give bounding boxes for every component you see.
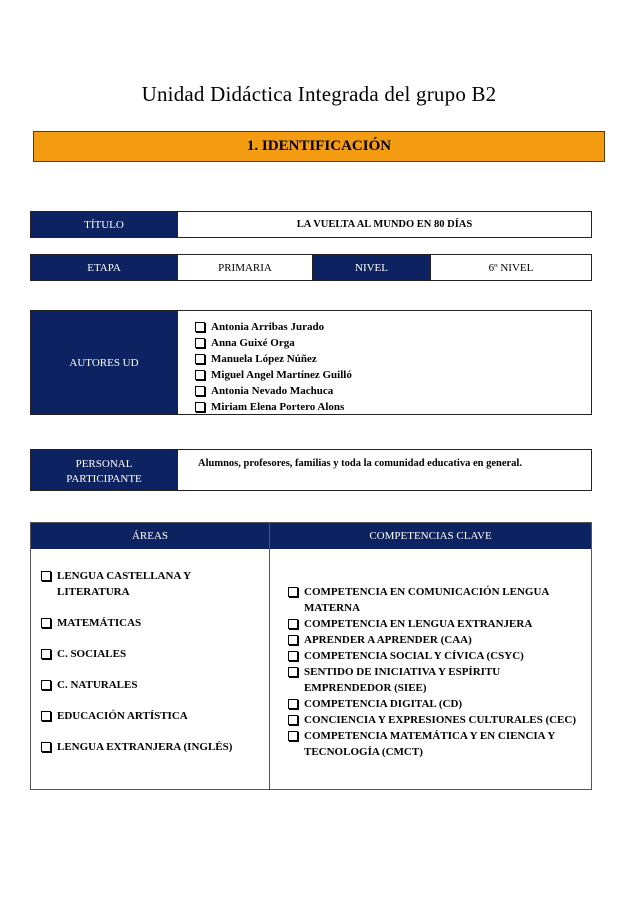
section-title: 1. IDENTIFICACIÓN <box>246 138 392 154</box>
autores-row <box>30 310 592 415</box>
competencia-item: COMPETENCIA DIGITAL (CD) <box>287 696 579 712</box>
autores-label: AUTORES UD <box>31 311 178 414</box>
competencia-item: APRENDER A APRENDER (CAA) <box>287 632 579 648</box>
autor-item: Anna Guixé Orga <box>194 335 352 351</box>
autores-list <box>194 319 352 415</box>
competencias-header: COMPETENCIAS CLAVE <box>270 523 591 549</box>
area-item: LENGUA CASTELLANA Y LITERATURA <box>40 568 262 600</box>
nivel-label: NIVEL <box>313 255 431 280</box>
area-item: C. NATURALES <box>40 677 262 693</box>
etapa-value: PRIMARIA <box>178 255 313 280</box>
competencia-item: COMPETENCIA EN LENGUA EXTRANJERA <box>287 616 579 632</box>
competencia-item: COMPETENCIA EN COMUNICACIÓN LENGUA MATERNA <box>287 584 579 616</box>
competencia-item: COMPETENCIA MATEMÁTICA Y EN CIENCIA Y TECNOLOGÍA (CMCT) <box>287 728 579 760</box>
competencia-item: COMPETENCIA SOCIAL Y CÍVICA (CSYC) <box>287 648 579 664</box>
column-divider <box>269 523 270 789</box>
personal-row <box>30 449 592 491</box>
personal-label-line2: PARTICIPANTE <box>66 473 142 485</box>
area-item: LENGUA EXTRANJERA (INGLÉS) <box>40 739 262 755</box>
areas-competencias-table <box>30 522 592 790</box>
autor-item: Antonia Nevado Machuca <box>194 383 352 399</box>
autores-list-cell <box>178 311 591 414</box>
autor-item: Manuela López Núñez <box>194 351 352 367</box>
area-item: C. SOCIALES <box>40 646 262 662</box>
area-item: EDUCACIÓN ARTÍSTICA <box>40 708 262 724</box>
nivel-value: 6º NIVEL <box>431 255 591 280</box>
section-header-identificacion <box>33 131 605 162</box>
personal-label <box>31 450 178 490</box>
autor-item: Miriam Elena Portero Alons <box>194 399 352 415</box>
area-item: MATEMÁTICAS <box>40 615 262 631</box>
etapa-row <box>30 254 592 281</box>
titulo-label: TÍTULO <box>31 212 178 237</box>
titulo-value: LA VUELTA AL MUNDO EN 80 DÍAS <box>178 212 591 237</box>
titulo-row <box>30 211 592 238</box>
autor-item: Miguel Angel Martínez Guilló <box>194 367 352 383</box>
areas-list <box>40 568 262 770</box>
areas-header: ÁREAS <box>31 523 269 549</box>
competencias-list <box>287 584 579 760</box>
autor-item: Antonia Arribas Jurado <box>194 319 352 335</box>
etapa-label: ETAPA <box>31 255 178 280</box>
competencia-item: SENTIDO DE INICIATIVA Y ESPÍRITU EMPRENDEDOR (SIEE) <box>287 664 579 696</box>
personal-value: Alumnos, profesores, familias y toda la comunidad educativa en general. <box>178 450 591 490</box>
competencia-item: CONCIENCIA Y EXPRESIONES CULTURALES (CEC) <box>287 712 579 728</box>
personal-label-line1: PERSONAL <box>75 458 133 470</box>
document-title: Unidad Didáctica Integrada del grupo B2 <box>141 82 497 106</box>
